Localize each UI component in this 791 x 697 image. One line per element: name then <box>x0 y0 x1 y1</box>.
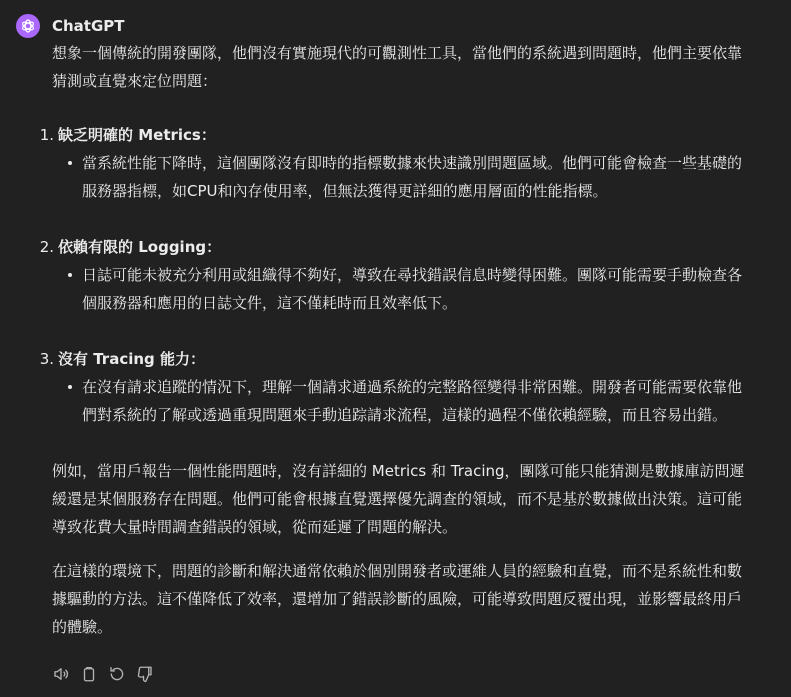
bullet-text: 在沒有請求追蹤的情況下，理解一個請求通過系統的完整路徑變得非常困難。開發者可能需要依靠他們對系統的了解或透過重現問題來手動追踪請求流程，這樣的過程不僅依賴經驗，而且容易出錯。 <box>82 378 743 424</box>
speaker-icon <box>52 665 70 683</box>
list-item-title: 依賴有限的 Logging： <box>58 238 222 256</box>
list-item <box>39 345 752 429</box>
body-paragraph: 在這樣的環境下，問題的診斷和解決通常依賴於個別開發者或運維人員的經驗和直覺，而不是系統性和數據驅動的方法。這不僅降低了效率，還增加了錯誤診斷的風險，可能導致問題反覆出現，並影響最終用戶的體驗。 <box>52 562 743 636</box>
message-actions <box>52 665 154 683</box>
list-item-title: 沒有 Tracing 能力： <box>58 350 205 368</box>
thumbs-down-icon <box>136 665 154 683</box>
read-aloud-button[interactable] <box>52 665 70 683</box>
bullet-text: 當系統性能下降時，這個團隊沒有即時的指標數據來快速識別問題區域。他們可能會檢查一些基礎的服務器指標，如CPU和內存使用率，但無法獲得更詳細的應用層面的性能指標。 <box>82 154 743 200</box>
bullet-list <box>58 149 752 205</box>
list-item <box>39 121 752 205</box>
bullet-item <box>58 261 752 317</box>
bullet-dot <box>68 161 72 165</box>
bullet-item <box>58 149 752 205</box>
list-number: 1. <box>39 126 54 144</box>
intro-paragraph: 想象一個傳統的開發團隊，他們沒有實施現代的可觀測性工具，當他們的系統遇到問題時，他們主要依靠猜測或直覺來定位問題： <box>52 44 743 90</box>
list-number: 2. <box>39 238 54 256</box>
bullet-list <box>58 373 752 429</box>
body-paragraph: 例如，當用戶報告一個性能問題時，沒有詳細的 Metrics 和 Tracing，團隊可能只能猜測是數據庫訪問遲緩還是某個服務存在問題。他們可能會根據直覺選擇優先調查的領域，而不是基於數據做出決策。這可能導致花費大量時間調查錯誤的領域，從而延遲了問題的解決。 <box>52 462 745 536</box>
numbered-list <box>39 121 752 429</box>
regenerate-button[interactable] <box>108 665 126 683</box>
openai-logo-icon <box>20 18 36 34</box>
bullet-text: 日誌可能未被充分利用或組織得不夠好，導致在尋找錯誤信息時變得困難。團隊可能需要手動檢查各個服務器和應用的日誌文件，這不僅耗時而且效率低下。 <box>82 266 743 312</box>
copy-icon <box>80 665 98 683</box>
copy-button[interactable] <box>80 665 98 683</box>
bad-response-button[interactable] <box>136 665 154 683</box>
bullet-dot <box>68 273 72 277</box>
list-item <box>39 233 752 317</box>
bullet-list <box>58 261 752 317</box>
list-item-title: 缺乏明確的 Metrics： <box>58 126 216 144</box>
bullet-dot <box>68 385 72 389</box>
bullet-item <box>58 373 752 429</box>
message-author: ChatGPT <box>52 17 125 35</box>
regenerate-icon <box>108 665 126 683</box>
chatgpt-avatar <box>16 14 40 38</box>
list-number: 3. <box>39 350 54 368</box>
message-content <box>39 39 752 657</box>
